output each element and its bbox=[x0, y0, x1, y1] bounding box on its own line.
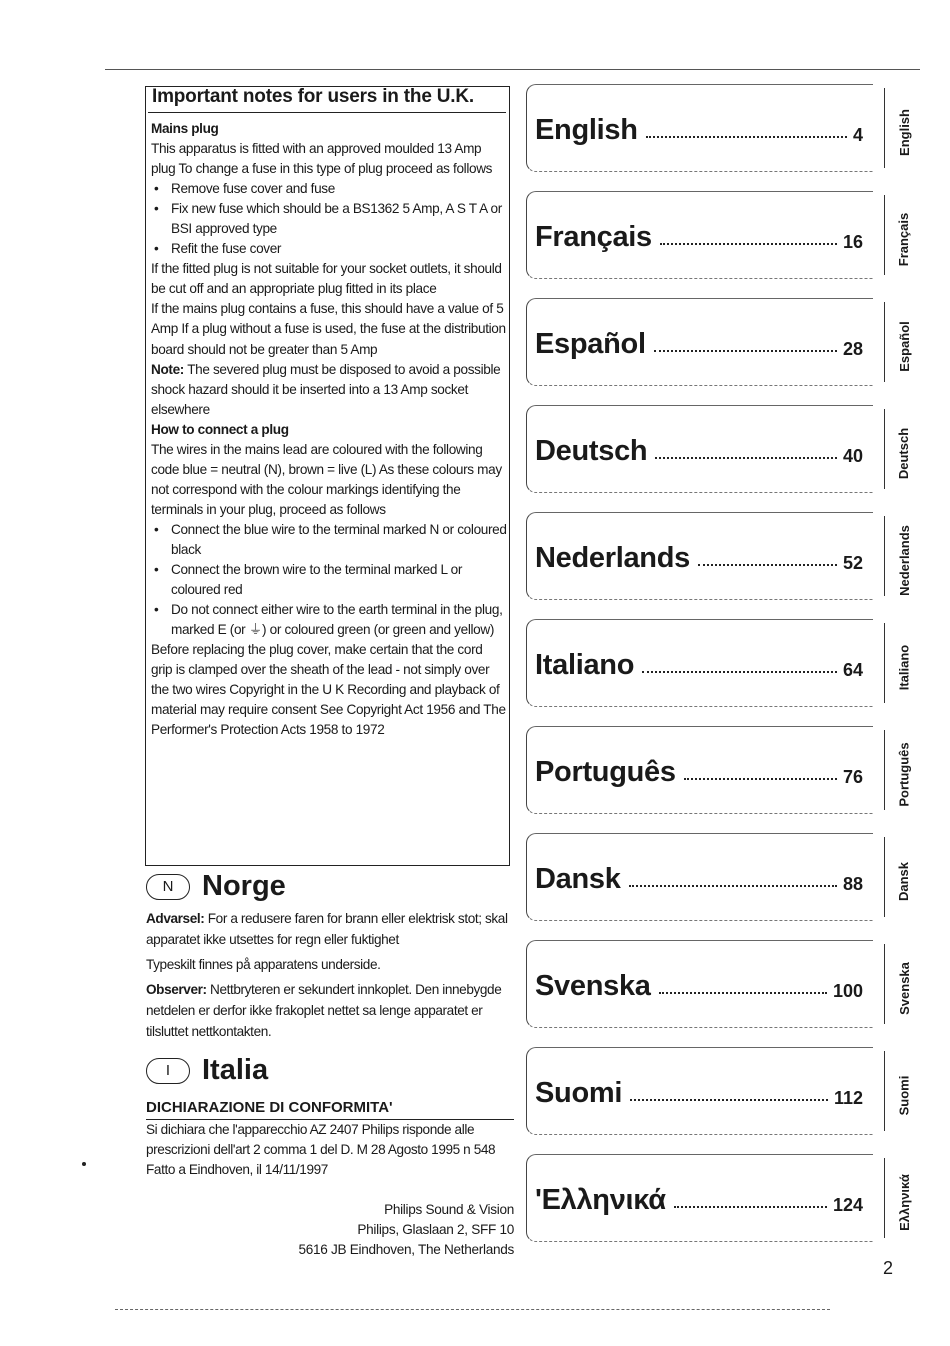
conformity-text: Si dichiara che l'apparecchio AZ 2407 Philips risponde alle prescrizioni dell'art 2 comma 1 del D. M 28 Agosto 1995 n 548 bbox=[146, 1122, 496, 1157]
language-entry-english[interactable] bbox=[526, 84, 873, 172]
page-ref: 28 bbox=[842, 339, 863, 359]
conformity-text-block bbox=[146, 1120, 512, 1180]
language-name: Nederlands bbox=[535, 542, 690, 574]
top-rule bbox=[105, 69, 920, 70]
dot-leader bbox=[629, 885, 837, 887]
tab-nederlands[interactable] bbox=[888, 512, 920, 608]
tab-divider bbox=[884, 623, 885, 703]
dot-leader bbox=[630, 1099, 828, 1101]
tab-divider bbox=[884, 837, 885, 917]
uk-notes-title: Important notes for users in the U.K. bbox=[152, 86, 474, 107]
note-label: Note: bbox=[151, 361, 184, 377]
mains-plug-heading: Mains plug bbox=[151, 121, 219, 136]
margin-dot bbox=[82, 1162, 86, 1166]
language-entry-portugues[interactable] bbox=[526, 726, 873, 814]
page-ref: 16 bbox=[842, 232, 863, 252]
tab-dansk[interactable] bbox=[888, 833, 920, 929]
tab-divider bbox=[884, 730, 885, 810]
language-entry-deutsch[interactable] bbox=[526, 405, 873, 493]
page-ref: 52 bbox=[842, 553, 863, 573]
list-item: • Connect the brown wire to the terminal marked L or coloured red bbox=[151, 560, 507, 600]
language-name: Suomi bbox=[535, 1077, 623, 1109]
connect-steps-list bbox=[151, 520, 507, 640]
page-ref: 100 bbox=[832, 981, 863, 1001]
tab-divider bbox=[884, 516, 885, 596]
connect-plug-heading: How to connect a plug bbox=[151, 421, 289, 437]
language-name: 'Ελληνικά bbox=[535, 1184, 666, 1216]
language-entry-greek[interactable] bbox=[526, 1154, 873, 1242]
tab-divider bbox=[884, 409, 885, 489]
italia-heading bbox=[146, 1054, 268, 1087]
list-item: • Fix new fuse which should be a BS1362 5 Amp, A S T A or BSI approved type bbox=[151, 199, 507, 239]
page-ref: 4 bbox=[852, 125, 863, 145]
language-entry-suomi[interactable] bbox=[526, 1047, 873, 1135]
page-ref: 112 bbox=[833, 1088, 863, 1108]
observer-paragraph bbox=[146, 979, 512, 1042]
norge-heading bbox=[146, 870, 286, 903]
closing-text: Before replacing the plug cover, make certain that the cord grip is clamped over the sheath of the lead - not simply over the two wires Copyright in the U K Recording and playback of material may require consent See Copyright Act 1956 and The Performer's Protection Acts 1958 to 1972 bbox=[151, 642, 506, 738]
tab-divider bbox=[884, 1158, 885, 1238]
tab-svenska[interactable] bbox=[888, 940, 920, 1036]
dot-leader bbox=[654, 350, 837, 352]
tab-suomi[interactable] bbox=[888, 1047, 920, 1143]
dot-leader bbox=[642, 671, 837, 673]
list-item: • Do not connect either wire to the earth terminal in the plug, marked E (or ⏚) or coloured green (or green and yellow) bbox=[151, 600, 507, 640]
tab-divider bbox=[884, 88, 885, 168]
signature-line: Philips Sound & Vision bbox=[384, 1202, 514, 1217]
page-number: 2 bbox=[883, 1258, 894, 1278]
page-ref: 40 bbox=[842, 446, 863, 466]
connect-plug-intro: The wires in the mains lead are coloured with the following code blue = neutral (N), brown = live (L) As these colours may not correspond with the colour markings identifying the terminals in your plug, proceed as follows bbox=[151, 441, 502, 517]
signature-line: Philips, Glaslaan 2, SFF 10 bbox=[357, 1222, 514, 1237]
language-name: Deutsch bbox=[535, 435, 648, 467]
tab-divider bbox=[884, 302, 885, 382]
language-name: Português bbox=[535, 756, 676, 788]
dot-leader bbox=[659, 992, 827, 994]
tab-label: Nederlands bbox=[896, 524, 912, 596]
advarsel-text: For a redusere faren for brann eller elektrisk stot; skal apparatet ikke utsettes for regn eller fuktighet bbox=[146, 911, 508, 947]
language-entry-francais[interactable] bbox=[526, 191, 873, 279]
language-name: Dansk bbox=[535, 863, 621, 895]
language-entry-espanol[interactable] bbox=[526, 298, 873, 386]
tab-label: Português bbox=[896, 741, 912, 807]
tab-label: Français bbox=[896, 212, 912, 266]
tab-divider bbox=[884, 1051, 885, 1131]
tab-label: Suomi bbox=[896, 1075, 912, 1115]
tab-label: Dansk bbox=[896, 861, 912, 901]
page-ref: 124 bbox=[832, 1195, 863, 1215]
dot-leader bbox=[684, 778, 837, 780]
language-name: English bbox=[535, 114, 638, 146]
dot-leader bbox=[674, 1206, 827, 1208]
tab-divider bbox=[884, 195, 885, 275]
page-ref: 64 bbox=[842, 660, 863, 680]
tab-deutsch[interactable] bbox=[888, 405, 920, 501]
language-name: Italiano bbox=[535, 649, 635, 681]
page-ref: 88 bbox=[842, 874, 863, 894]
advarsel-paragraph bbox=[146, 908, 512, 950]
language-name: Español bbox=[535, 328, 646, 360]
signature-block bbox=[270, 1200, 514, 1260]
language-entry-svenska[interactable] bbox=[526, 940, 873, 1028]
language-name: Français bbox=[535, 221, 652, 253]
list-item: • Connect the blue wire to the terminal marked N or coloured black bbox=[151, 520, 507, 560]
page-ref: 76 bbox=[842, 767, 863, 787]
signature-line: 5616 JB Eindhoven, The Netherlands bbox=[298, 1242, 514, 1257]
fuse-value-text: If the mains plug contains a fuse, this should have a value of 5 Amp If a plug without a fuse is used, the fuse at the distribution board should not be greater than 5 Amp bbox=[151, 301, 506, 357]
tab-label: Ελληνικά bbox=[896, 1173, 912, 1231]
tab-label: Español bbox=[896, 320, 912, 372]
dot-leader bbox=[660, 243, 837, 245]
typeskilt-text: Typeskilt finnes på apparatens underside. bbox=[146, 957, 381, 972]
observer-text: Nettbryteren er sekundert innkoplet. Den innebygde netdelen er derfor ikke frakoplet nettet sa lenge apparatet er tilsluttet nettkontakten. bbox=[146, 982, 502, 1039]
tab-english[interactable] bbox=[888, 84, 920, 180]
uk-notes-body bbox=[151, 119, 507, 740]
tab-francais[interactable] bbox=[888, 191, 920, 287]
tab-label: Italiano bbox=[896, 644, 912, 690]
language-entry-nederlands[interactable] bbox=[526, 512, 873, 600]
tab-label: Deutsch bbox=[896, 427, 912, 479]
tab-label: Svenska bbox=[896, 961, 912, 1015]
norge-country-badge: N bbox=[146, 874, 190, 900]
fuse-steps-list bbox=[151, 179, 507, 259]
language-entry-dansk[interactable] bbox=[526, 833, 873, 921]
unsuitable-plug-text: If the fitted plug is not suitable for your socket outlets, it should be cut off and an appropriate plug fitted in its place bbox=[151, 261, 502, 297]
mains-plug-intro: This apparatus is fitted with an approved moulded 13 Amp plug To change a fuse in this type of plug proceed as follows bbox=[151, 141, 493, 177]
tab-divider bbox=[884, 944, 885, 1024]
norge-text bbox=[146, 908, 512, 1042]
italia-title: Italia bbox=[202, 1054, 269, 1086]
note-paragraph bbox=[151, 360, 507, 420]
italia-country-badge: I bbox=[146, 1058, 190, 1084]
tab-label: English bbox=[896, 108, 912, 156]
tab-italiano[interactable] bbox=[888, 619, 920, 715]
language-entry-italiano[interactable] bbox=[526, 619, 873, 707]
tab-espanol[interactable] bbox=[888, 298, 920, 394]
advarsel-label: Advarsel: bbox=[146, 911, 205, 926]
tab-greek[interactable] bbox=[888, 1154, 920, 1250]
note-text: The severed plug must be disposed to avoid a possible shock hazard should it be inserted into a 13 Amp socket elsewhere bbox=[151, 361, 501, 417]
list-item: • Remove fuse cover and fuse bbox=[151, 179, 507, 199]
dot-leader bbox=[655, 457, 837, 459]
observer-label: Observer: bbox=[146, 982, 207, 997]
place-date: Fatto a Eindhoven, il 14/11/1997 bbox=[146, 1162, 328, 1177]
bottom-rule bbox=[115, 1309, 830, 1310]
conformity-heading: DICHIARAZIONE DI CONFORMITA' bbox=[146, 1099, 393, 1116]
list-item: • Refit the fuse cover bbox=[151, 239, 507, 259]
tab-portugues[interactable] bbox=[888, 726, 920, 822]
dot-leader bbox=[698, 564, 837, 566]
dot-leader bbox=[646, 136, 847, 138]
norge-title: Norge bbox=[202, 870, 286, 902]
uk-title-rule bbox=[148, 112, 506, 113]
language-name: Svenska bbox=[535, 970, 651, 1002]
